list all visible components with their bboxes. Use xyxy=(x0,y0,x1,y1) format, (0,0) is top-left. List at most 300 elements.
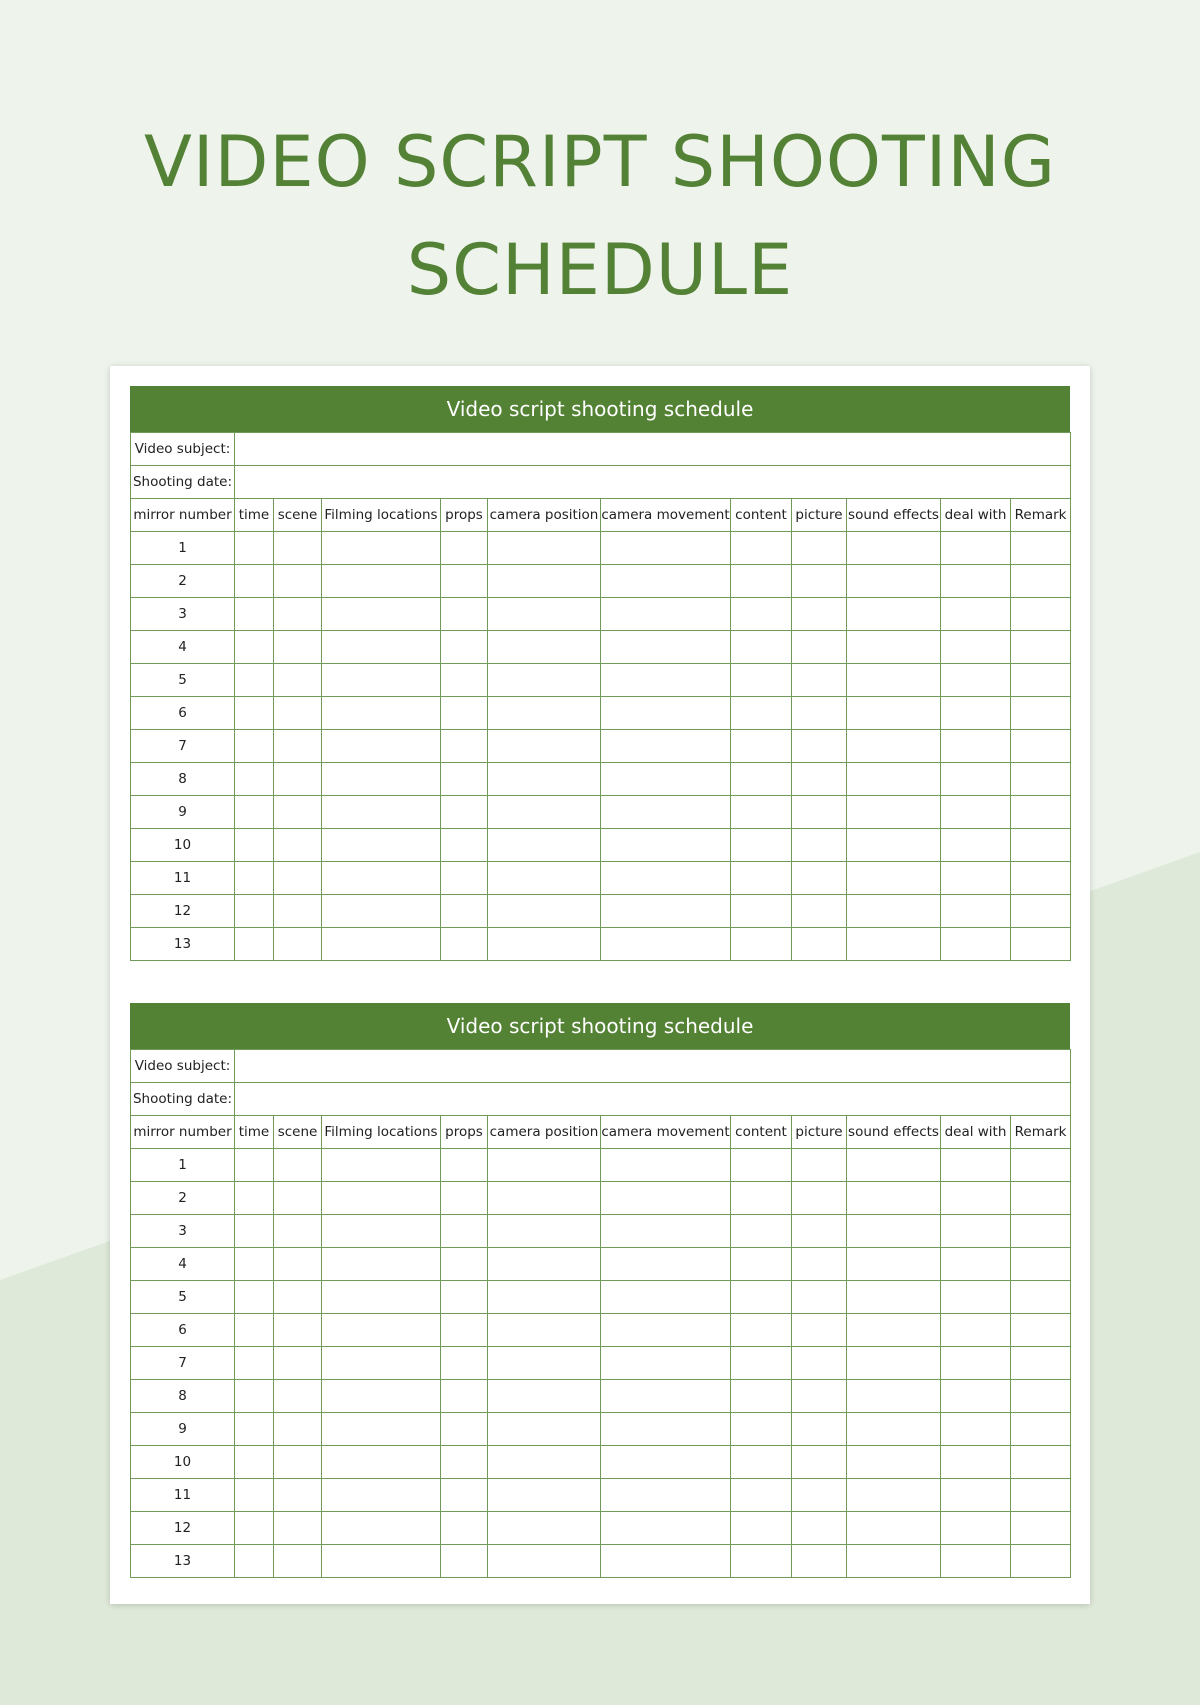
table-cell[interactable] xyxy=(274,1479,322,1512)
table-cell[interactable] xyxy=(792,829,847,862)
table-cell[interactable] xyxy=(322,631,441,664)
table-cell[interactable] xyxy=(941,1446,1011,1479)
column-header: mirror number xyxy=(131,1116,235,1149)
table-cell[interactable] xyxy=(1011,829,1071,862)
table-cell[interactable] xyxy=(601,1545,731,1578)
table-cell[interactable] xyxy=(941,1545,1011,1578)
table-cell[interactable] xyxy=(235,763,274,796)
table-cell[interactable] xyxy=(847,1512,941,1545)
table-cell[interactable] xyxy=(235,631,274,664)
table-cell[interactable] xyxy=(1011,1446,1071,1479)
table-cell[interactable] xyxy=(488,1248,601,1281)
table-cell[interactable] xyxy=(941,697,1011,730)
table-cell[interactable] xyxy=(322,1215,441,1248)
table-cell[interactable] xyxy=(792,664,847,697)
table-cell[interactable] xyxy=(441,1413,488,1446)
table-cell[interactable] xyxy=(941,532,1011,565)
table-cell[interactable] xyxy=(941,1413,1011,1446)
table-cell[interactable] xyxy=(488,763,601,796)
table-cell[interactable] xyxy=(235,928,274,961)
table-cell[interactable] xyxy=(488,1149,601,1182)
mirror-number-cell: 13 xyxy=(131,1545,235,1578)
table-cell[interactable] xyxy=(731,1380,792,1413)
table-cell[interactable] xyxy=(235,664,274,697)
table-cell[interactable] xyxy=(941,664,1011,697)
table-cell[interactable] xyxy=(941,1380,1011,1413)
table-cell[interactable] xyxy=(601,1149,731,1182)
table-cell[interactable] xyxy=(322,664,441,697)
table-cell[interactable] xyxy=(441,532,488,565)
table-cell[interactable] xyxy=(274,664,322,697)
table-cell[interactable] xyxy=(601,1380,731,1413)
table-cell[interactable] xyxy=(1011,928,1071,961)
table-cell[interactable] xyxy=(235,1512,274,1545)
table-cell[interactable] xyxy=(941,730,1011,763)
table-cell[interactable] xyxy=(731,895,792,928)
table-cell[interactable] xyxy=(941,862,1011,895)
table-cell[interactable] xyxy=(1011,1545,1071,1578)
table-cell[interactable] xyxy=(792,1248,847,1281)
table-cell[interactable] xyxy=(322,565,441,598)
table-cell[interactable] xyxy=(1011,565,1071,598)
table-cell[interactable] xyxy=(847,1347,941,1380)
table-cell[interactable] xyxy=(941,1182,1011,1215)
table-cell[interactable] xyxy=(441,1347,488,1380)
table-cell[interactable] xyxy=(322,928,441,961)
table-cell[interactable] xyxy=(731,1512,792,1545)
table-cell[interactable] xyxy=(792,1545,847,1578)
shooting-date-label: Shooting date: xyxy=(131,466,235,499)
table-cell[interactable] xyxy=(601,1215,731,1248)
table-cell[interactable] xyxy=(941,1347,1011,1380)
table-cell[interactable] xyxy=(601,895,731,928)
table-cell[interactable] xyxy=(322,598,441,631)
table-cell[interactable] xyxy=(792,532,847,565)
table-cell[interactable] xyxy=(847,1182,941,1215)
table-cell[interactable] xyxy=(322,763,441,796)
video-subject-field[interactable] xyxy=(235,1050,1071,1083)
table-cell[interactable] xyxy=(235,1545,274,1578)
table-cell[interactable] xyxy=(731,763,792,796)
column-header: camera position xyxy=(488,1116,601,1149)
table-cell[interactable] xyxy=(601,565,731,598)
table-cell[interactable] xyxy=(322,1314,441,1347)
table-cell[interactable] xyxy=(322,1545,441,1578)
table-cell[interactable] xyxy=(731,796,792,829)
table-cell[interactable] xyxy=(441,1215,488,1248)
table-cell[interactable] xyxy=(441,1149,488,1182)
table-cell[interactable] xyxy=(235,862,274,895)
table-cell[interactable] xyxy=(322,829,441,862)
table-cell[interactable] xyxy=(847,1446,941,1479)
table-cell[interactable] xyxy=(847,1380,941,1413)
table-cell[interactable] xyxy=(847,631,941,664)
table-cell[interactable] xyxy=(1011,1248,1071,1281)
table-cell[interactable] xyxy=(488,697,601,730)
table-cell[interactable] xyxy=(235,1347,274,1380)
table-cell[interactable] xyxy=(322,697,441,730)
table-cell[interactable] xyxy=(235,598,274,631)
table-cell[interactable] xyxy=(488,895,601,928)
table-cell[interactable] xyxy=(792,631,847,664)
table-cell[interactable] xyxy=(322,1380,441,1413)
table-cell[interactable] xyxy=(235,895,274,928)
table-cell[interactable] xyxy=(488,631,601,664)
table-cell[interactable] xyxy=(601,697,731,730)
table-cell[interactable] xyxy=(1011,796,1071,829)
table-cell[interactable] xyxy=(488,1479,601,1512)
table-cell[interactable] xyxy=(731,1314,792,1347)
table-cell[interactable] xyxy=(322,1149,441,1182)
table-cell[interactable] xyxy=(441,862,488,895)
table-cell[interactable] xyxy=(941,1281,1011,1314)
table-cell[interactable] xyxy=(601,763,731,796)
table-cell[interactable] xyxy=(941,1512,1011,1545)
column-header: sound effects xyxy=(847,499,941,532)
table-cell[interactable] xyxy=(1011,1281,1071,1314)
table-cell[interactable] xyxy=(274,532,322,565)
table-cell[interactable] xyxy=(847,1215,941,1248)
table-cell[interactable] xyxy=(601,796,731,829)
table-cell[interactable] xyxy=(235,1182,274,1215)
table-cell[interactable] xyxy=(847,829,941,862)
table-cell[interactable] xyxy=(731,862,792,895)
table-cell[interactable] xyxy=(274,1182,322,1215)
table-cell[interactable] xyxy=(1011,1512,1071,1545)
shooting-date-field[interactable] xyxy=(235,466,1071,499)
table-cell[interactable] xyxy=(235,796,274,829)
table-cell[interactable] xyxy=(731,1347,792,1380)
table-cell[interactable] xyxy=(731,1545,792,1578)
table-cell[interactable] xyxy=(488,730,601,763)
table-cell[interactable] xyxy=(601,862,731,895)
table-cell[interactable] xyxy=(274,1281,322,1314)
table-cell[interactable] xyxy=(941,598,1011,631)
table-cell[interactable] xyxy=(235,730,274,763)
table-cell[interactable] xyxy=(941,895,1011,928)
table-cell[interactable] xyxy=(941,1149,1011,1182)
table-cell[interactable] xyxy=(274,1446,322,1479)
table-cell[interactable] xyxy=(488,1347,601,1380)
table-cell[interactable] xyxy=(322,862,441,895)
table-cell[interactable] xyxy=(792,1149,847,1182)
table-cell[interactable] xyxy=(235,1281,274,1314)
table-cell[interactable] xyxy=(601,598,731,631)
table-cell[interactable] xyxy=(792,895,847,928)
column-header: time xyxy=(235,1116,274,1149)
table-cell[interactable] xyxy=(731,928,792,961)
table-cell[interactable] xyxy=(731,565,792,598)
table-cell[interactable] xyxy=(731,1149,792,1182)
table-cell[interactable] xyxy=(847,565,941,598)
table-cell[interactable] xyxy=(1011,1347,1071,1380)
video-subject-label: Video subject: xyxy=(131,1050,235,1083)
table-cell[interactable] xyxy=(792,1314,847,1347)
table-cell[interactable] xyxy=(847,730,941,763)
table-cell[interactable] xyxy=(601,1314,731,1347)
table-cell[interactable] xyxy=(1011,862,1071,895)
table-cell[interactable] xyxy=(601,1347,731,1380)
table-cell[interactable] xyxy=(488,1314,601,1347)
table-cell[interactable] xyxy=(847,664,941,697)
table-cell[interactable] xyxy=(1011,598,1071,631)
table-cell[interactable] xyxy=(322,1347,441,1380)
table-cell[interactable] xyxy=(274,1314,322,1347)
table-cell[interactable] xyxy=(792,1182,847,1215)
table-cell[interactable] xyxy=(731,829,792,862)
table-cell[interactable] xyxy=(601,532,731,565)
table-cell[interactable] xyxy=(274,1413,322,1446)
table-cell[interactable] xyxy=(792,862,847,895)
table-cell[interactable] xyxy=(1011,763,1071,796)
table-cell[interactable] xyxy=(488,598,601,631)
table-cell[interactable] xyxy=(1011,1314,1071,1347)
table-cell[interactable] xyxy=(322,1281,441,1314)
table-cell[interactable] xyxy=(792,1380,847,1413)
table-cell[interactable] xyxy=(441,763,488,796)
table-cell[interactable] xyxy=(274,1512,322,1545)
table-cell[interactable] xyxy=(847,1413,941,1446)
table-cell[interactable] xyxy=(441,598,488,631)
table-cell[interactable] xyxy=(1011,697,1071,730)
table-cell[interactable] xyxy=(792,1215,847,1248)
table-cell[interactable] xyxy=(601,1413,731,1446)
table-cell[interactable] xyxy=(322,1182,441,1215)
table-cell[interactable] xyxy=(601,1479,731,1512)
mirror-number-cell: 8 xyxy=(131,1380,235,1413)
table-cell[interactable] xyxy=(731,730,792,763)
table-cell[interactable] xyxy=(274,862,322,895)
table-cell[interactable] xyxy=(488,1545,601,1578)
table-cell[interactable] xyxy=(601,1512,731,1545)
table-cell[interactable] xyxy=(847,763,941,796)
table-cell[interactable] xyxy=(792,697,847,730)
table-cell[interactable] xyxy=(441,1479,488,1512)
table-cell[interactable] xyxy=(792,565,847,598)
table-cell[interactable] xyxy=(322,532,441,565)
table-cell[interactable] xyxy=(792,928,847,961)
table-cell[interactable] xyxy=(488,1182,601,1215)
table-cell[interactable] xyxy=(847,598,941,631)
table-cell[interactable] xyxy=(274,598,322,631)
table-cell[interactable] xyxy=(274,565,322,598)
table-cell[interactable] xyxy=(488,928,601,961)
table-cell[interactable] xyxy=(601,829,731,862)
table-cell[interactable] xyxy=(488,1281,601,1314)
table-cell[interactable] xyxy=(322,895,441,928)
table-cell[interactable] xyxy=(274,829,322,862)
table-cell[interactable] xyxy=(792,1512,847,1545)
table-cell[interactable] xyxy=(322,1248,441,1281)
table-cell[interactable] xyxy=(731,1446,792,1479)
table-cell[interactable] xyxy=(441,928,488,961)
column-header: mirror number xyxy=(131,499,235,532)
table-cell[interactable] xyxy=(441,1446,488,1479)
table-cell[interactable] xyxy=(601,730,731,763)
table-cell[interactable] xyxy=(235,829,274,862)
table-cell[interactable] xyxy=(941,565,1011,598)
table-cell[interactable] xyxy=(488,565,601,598)
table-cell[interactable] xyxy=(792,730,847,763)
table-cell[interactable] xyxy=(274,697,322,730)
table-cell[interactable] xyxy=(488,796,601,829)
table-cell[interactable] xyxy=(441,1281,488,1314)
table-cell[interactable] xyxy=(1011,1215,1071,1248)
table-cell[interactable] xyxy=(601,928,731,961)
table-cell[interactable] xyxy=(1011,1380,1071,1413)
table-cell[interactable] xyxy=(731,1281,792,1314)
table-cell[interactable] xyxy=(441,631,488,664)
table-cell[interactable] xyxy=(235,1380,274,1413)
table-cell[interactable] xyxy=(441,1512,488,1545)
table-cell[interactable] xyxy=(235,1446,274,1479)
table-cell[interactable] xyxy=(847,1248,941,1281)
table-cell[interactable] xyxy=(941,829,1011,862)
table-cell[interactable] xyxy=(847,697,941,730)
table-cell[interactable] xyxy=(441,697,488,730)
table-cell[interactable] xyxy=(731,664,792,697)
table-cell[interactable] xyxy=(941,1248,1011,1281)
table-cell[interactable] xyxy=(441,796,488,829)
table-cell[interactable] xyxy=(274,928,322,961)
table-cell[interactable] xyxy=(274,1380,322,1413)
table-cell[interactable] xyxy=(235,532,274,565)
table-cell[interactable] xyxy=(235,1479,274,1512)
table-cell[interactable] xyxy=(441,1380,488,1413)
table-cell[interactable] xyxy=(488,1380,601,1413)
table-cell[interactable] xyxy=(601,1182,731,1215)
table-cell[interactable] xyxy=(488,1215,601,1248)
table-cell[interactable] xyxy=(441,1248,488,1281)
table-cell[interactable] xyxy=(792,1479,847,1512)
table-cell[interactable] xyxy=(274,631,322,664)
table-cell[interactable] xyxy=(731,598,792,631)
table-cell[interactable] xyxy=(488,1446,601,1479)
table-cell[interactable] xyxy=(847,1479,941,1512)
table-cell[interactable] xyxy=(1011,1413,1071,1446)
table-cell[interactable] xyxy=(441,730,488,763)
table-cell[interactable] xyxy=(441,829,488,862)
table-cell[interactable] xyxy=(274,1347,322,1380)
table-cell[interactable] xyxy=(441,664,488,697)
table-cell[interactable] xyxy=(274,730,322,763)
table-cell[interactable] xyxy=(488,1413,601,1446)
table-cell[interactable] xyxy=(1011,532,1071,565)
shooting-date-field[interactable] xyxy=(235,1083,1071,1116)
table-cell[interactable] xyxy=(274,1248,322,1281)
table-cell[interactable] xyxy=(488,1512,601,1545)
mirror-number-cell: 10 xyxy=(131,829,235,862)
table-cell[interactable] xyxy=(1011,1182,1071,1215)
table-cell[interactable] xyxy=(488,532,601,565)
table-cell[interactable] xyxy=(731,1413,792,1446)
table-cell[interactable] xyxy=(1011,1479,1071,1512)
table-cell[interactable] xyxy=(235,565,274,598)
table-cell[interactable] xyxy=(274,763,322,796)
table-cell[interactable] xyxy=(731,1248,792,1281)
table-cell[interactable] xyxy=(847,862,941,895)
table-cell[interactable] xyxy=(792,763,847,796)
table-cell[interactable] xyxy=(1011,631,1071,664)
table-cell[interactable] xyxy=(441,1314,488,1347)
table-cell[interactable] xyxy=(322,1479,441,1512)
table-cell[interactable] xyxy=(792,1413,847,1446)
table-cell[interactable] xyxy=(274,1149,322,1182)
table-cell[interactable] xyxy=(322,1512,441,1545)
table-cell[interactable] xyxy=(1011,1149,1071,1182)
table-cell[interactable] xyxy=(731,1479,792,1512)
table-cell[interactable] xyxy=(441,565,488,598)
table-cell[interactable] xyxy=(601,664,731,697)
table-cell[interactable] xyxy=(488,862,601,895)
table-cell[interactable] xyxy=(274,895,322,928)
table-cell[interactable] xyxy=(792,598,847,631)
table-cell[interactable] xyxy=(488,664,601,697)
table-cell[interactable] xyxy=(792,1281,847,1314)
table-cell[interactable] xyxy=(847,532,941,565)
table-cell[interactable] xyxy=(441,895,488,928)
table-cell[interactable] xyxy=(322,1413,441,1446)
table-cell[interactable] xyxy=(322,796,441,829)
table-cell[interactable] xyxy=(792,1347,847,1380)
table-cell[interactable] xyxy=(941,1215,1011,1248)
table-cell[interactable] xyxy=(235,1215,274,1248)
table-cell[interactable] xyxy=(235,1413,274,1446)
table-cell[interactable] xyxy=(847,895,941,928)
table-cell[interactable] xyxy=(731,532,792,565)
table-cell[interactable] xyxy=(941,1314,1011,1347)
table-cell[interactable] xyxy=(1011,730,1071,763)
table-cell[interactable] xyxy=(941,631,1011,664)
table-cell[interactable] xyxy=(792,796,847,829)
table-cell[interactable] xyxy=(441,1545,488,1578)
table-cell[interactable] xyxy=(941,763,1011,796)
table-cell[interactable] xyxy=(847,1545,941,1578)
table-cell[interactable] xyxy=(235,1314,274,1347)
table-cell[interactable] xyxy=(792,1446,847,1479)
table-cell[interactable] xyxy=(235,1248,274,1281)
table-cell[interactable] xyxy=(322,1446,441,1479)
table-cell[interactable] xyxy=(274,1545,322,1578)
table-cell[interactable] xyxy=(941,796,1011,829)
table-cell[interactable] xyxy=(847,928,941,961)
table-cell[interactable] xyxy=(731,1215,792,1248)
table-cell[interactable] xyxy=(274,1215,322,1248)
table-cell[interactable] xyxy=(441,1182,488,1215)
table-cell[interactable] xyxy=(235,1149,274,1182)
table-cell[interactable] xyxy=(731,697,792,730)
table-cell[interactable] xyxy=(731,1182,792,1215)
table-cell[interactable] xyxy=(941,928,1011,961)
table-cell[interactable] xyxy=(731,631,792,664)
table-cell[interactable] xyxy=(322,730,441,763)
table-cell[interactable] xyxy=(274,796,322,829)
table-cell[interactable] xyxy=(601,631,731,664)
table-cell[interactable] xyxy=(601,1446,731,1479)
table-cell[interactable] xyxy=(941,1479,1011,1512)
table-cell[interactable] xyxy=(847,796,941,829)
table-cell[interactable] xyxy=(235,697,274,730)
table-cell[interactable] xyxy=(847,1314,941,1347)
table-cell[interactable] xyxy=(1011,664,1071,697)
table-cell[interactable] xyxy=(1011,895,1071,928)
table-cell[interactable] xyxy=(847,1281,941,1314)
table-cell[interactable] xyxy=(488,829,601,862)
table-cell[interactable] xyxy=(601,1248,731,1281)
table-cell[interactable] xyxy=(847,1149,941,1182)
table-cell[interactable] xyxy=(601,1281,731,1314)
video-subject-field[interactable] xyxy=(235,433,1071,466)
